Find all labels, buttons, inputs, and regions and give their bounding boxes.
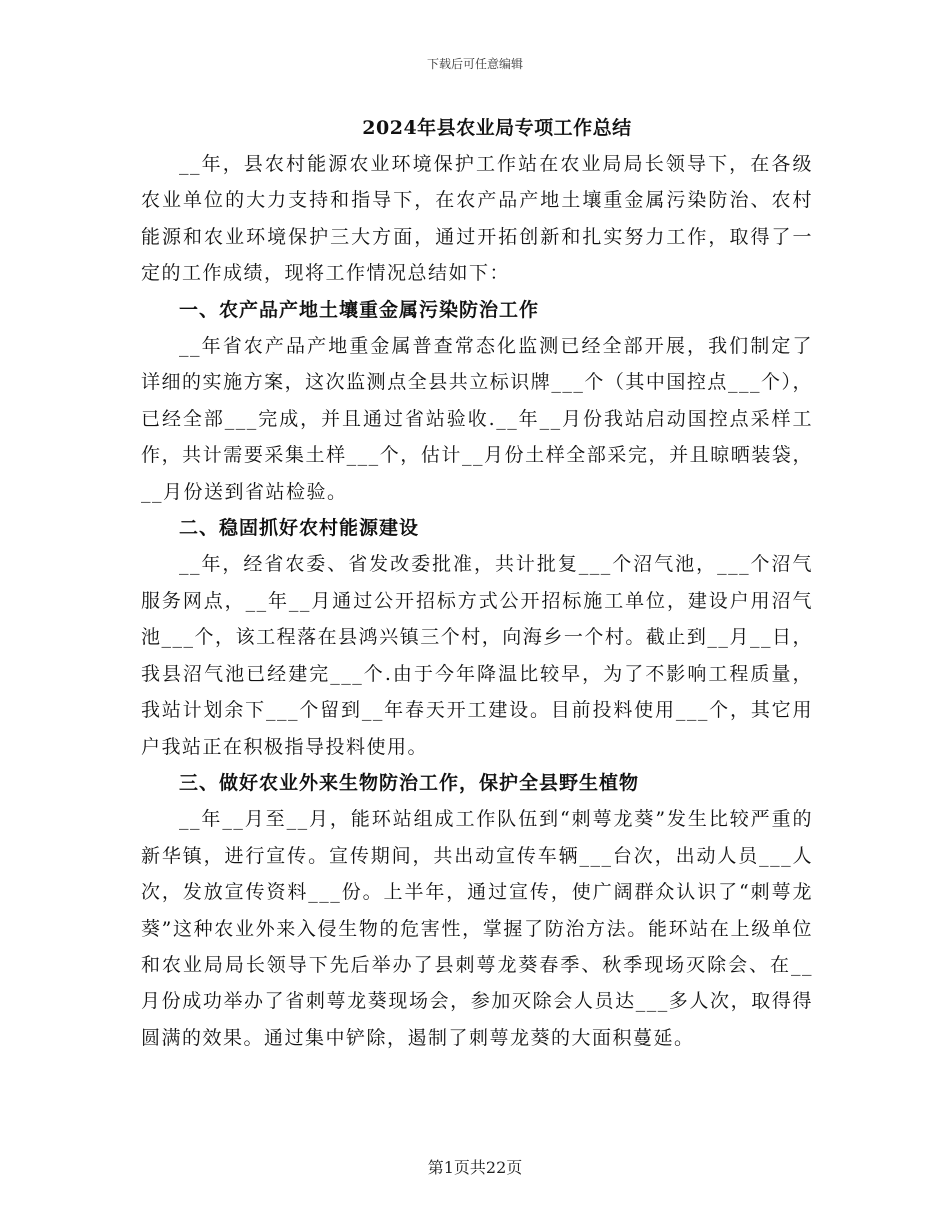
header-note: 下载后可任意编辑 xyxy=(426,57,523,71)
section-2-heading: 二、稳固抓好农村能源建设 xyxy=(179,517,420,540)
section-3-paragraph: __年__月至__月，能环站组成工作队伍到“刺萼龙葵”发生比较严重的新华镇，进行宣传。宣传期间，共出动宣传车辆___台次，出动人员___人次，发放宣传资料___份。上半年，通过宣传，使广阔群众认识了“刺萼龙葵”这种农业外来入侵生物的危害性，掌握了防治方法。能环站在上级单位和农业局局长领导下先后举办了县刺萼龙葵春季、秋季现场灭除会、在__月份成功举办了省刺萼龙葵现场会，参加灭除会人员达___多人次，取得得圆满的效果。通过集中铲除，遏制了刺萼龙葵的大面积蔓延。 xyxy=(141,808,813,1049)
document-title: 2024年县农业局专项工作总结 xyxy=(362,117,632,139)
page-number-footer: 第1页共22页 xyxy=(427,1158,523,1177)
section-1-paragraph: __年省农产品产地重金属普查常态化监测已经全部开展，我们制定了详细的实施方案，这次监测点全县共立标识牌___个（其中国控点___个），已经全部___完成，并且通过省站验收.__年__月份我站启动国控点采样工作，共计需要采集土样___个，估计__月份土样全部采完，并且晾晒装袋，__月份送到省站检验。 xyxy=(141,335,813,503)
document-body xyxy=(141,112,813,1056)
intro-paragraph: __年，县农村能源农业环境保护工作站在农业局局长领导下，在各级农业单位的大力支持和指导下，在农产品产地土壤重金属污染防治、农村能源和农业环境保护三大方面，通过开拓创新和扎实努力工作，取得了一定的工作成绩，现将工作情况总结如下： xyxy=(141,153,813,285)
section-1-heading: 一、农产品产地土壤重金属污染防治工作 xyxy=(179,298,540,321)
section-2-paragraph: __年，经省农委、省发改委批准，共计批复___个沼气池，___个沼气服务网点，__年__月通过公开招标方式公开招标施工单位，建设户用沼气池___个，该工程落在县鸿兴镇三个村，向海乡一个村。截止到__月__日，我县沼气池已经建完___个.由于今年降温比较早，为了不影响工程质量，我站计划余下___个留到__年春天开工建设。目前投料使用___个，其它用户我站正在积极指导投料使用。 xyxy=(141,553,813,758)
section-3-heading: 三、做好农业外来生物防治工作，保护全县野生植物 xyxy=(179,771,640,794)
